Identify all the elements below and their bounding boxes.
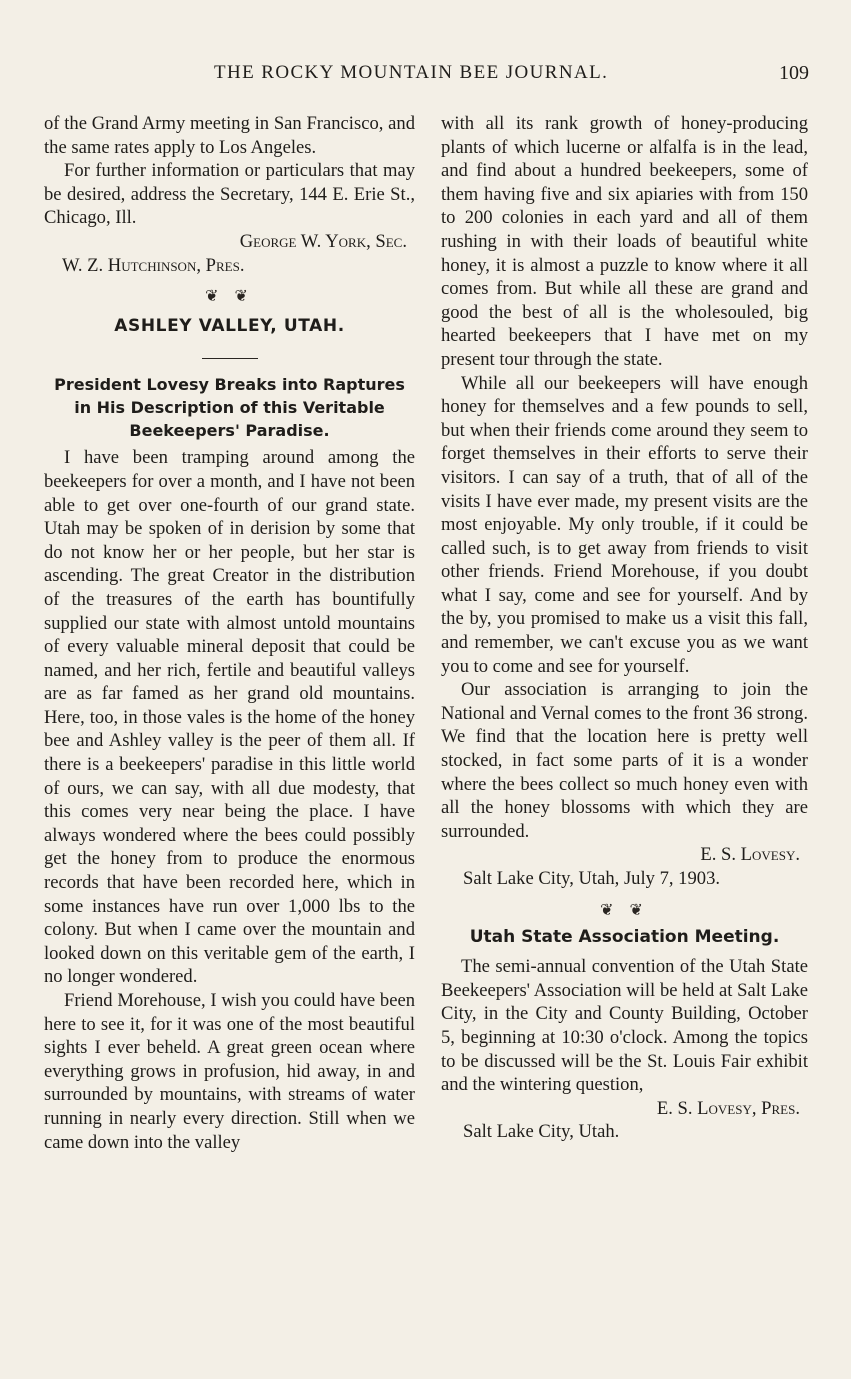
paragraph: While all our beekeepers will have enough honey for themselves and a few pounds to sell, but when their friends come around they seem to forget themselves in their efforts to serve their visitors. I can say of a truth, that of all of the visits I have ever made, my present visits are the most enjoyable. My only trouble, if it could be called such, is to get away from friends to visit other friends. Friend Morehouse, if you doubt what I say, come and see for yourself. And by the by, you promised to make us a visit this fall, and remember, we can't excuse you as we want you to come and see for yourself. [441,372,808,677]
page-header [0,62,851,90]
section-subheading: Utah State Association Meeting. [469,927,780,948]
paragraph: I have been tramping around among the beekeepers for over a month, and I have not been able to get over one-fourth of our grand state. Utah may be spoken of in derision by some that do not know her or her people, but her star is ascending. The great Creator in the distribution of the treasures of the earth has bountifully supplied our state with almost untold mountains of every valuable mineral deposit that could be named, and her rich, fertile and beautiful valleys are as far famed as her grand old mountains. Here, too, in those vales is the home of the honey bee and Ashley valley is the peer of them all. If there is a beekeepers' paradise in this little world of ours, we can say, with all due modesty, that this comes very near being the place. I have always wondered where the bees could possibly get the honey from to produce the enormous records that have been recorded here, which in some instances have run over 1,000 lbs to the colony. But when I came over the mountain and looked down on this veritable gem of the earth, I no longer wondered. [44,447,415,988]
paragraph: with all its rank growth of honey-producing plants of which lucerne or alfalfa is in the lead, and find about a hundred beekeepers, some of them having five and six apiaries with from 150 to 200 colonies in each yard and all of them rushing in with their loads of beautiful white honey, it is almost a puzzle to know where it all comes from. But while all these are grand and good the best of all is the wholesouled, big hearted beekeepers that I have met on my present tour through the state. [441,113,808,370]
journal-title: THE ROCKY MOUNTAIN BEE JOURNAL. [214,62,609,83]
dateline: Salt Lake City, Utah, July 7, 1903. [463,868,721,889]
signature-lovesy: E. S. Lovesy. [700,844,800,866]
paragraph: Friend Morehouse, I wish you could have been here to see it, for it was one of the most beautiful sights I ever beheld. A great green ocean where everything grows in profusion, hid away, in and surrounded by mountains, with streams of water running in nearly every direction. Still when we came down into the valley [44,990,415,1153]
signature-lovesy-pres: E. S. Lovesy, Pres. [656,1097,800,1119]
section-heading: ASHLEY VALLEY, UTAH. [114,315,345,336]
dateline: Salt Lake City, Utah. [463,1121,620,1143]
ornament-divider: ❦ ❦ [600,901,649,919]
paragraph: For further information or particulars that may be desired, address the Secretary, 144 E. Erie St., Chicago, Ill. [44,160,415,229]
signature-secretary: George W. York, Sec. [239,230,407,252]
article-subheading: President Lovesy Breaks into Raptures in His Description of this Veritable Beekeepers' Paradise. [54,375,405,441]
right-column [441,112,808,1144]
page-number: 109 [779,62,809,84]
heading-rule [202,358,258,359]
paragraph: Our association is arranging to join the National and Vernal comes to the front 36 strong. We find that the location here is pretty well stocked, in fact some parts of it is a wonder where the bees collect so much honey even with all the honey blossoms with which they are surrounded. [441,679,808,842]
ornament-divider: ❦ ❦ [205,288,254,306]
paragraph: of the Grand Army meeting in San Francisco, and the same rates apply to Los Angeles. [44,113,415,158]
left-column [44,112,415,1154]
paragraph: The semi-annual convention of the Utah State Beekeepers' Association will be held at Salt Lake City, in the City and County Building, October 5, beginning at 10:30 o'clock. Among the topics to be discussed will be the St. Louis Fair exhibit and the wintering question, [441,956,808,1096]
signature-president: W. Z. Hutchinson, Pres. [62,254,245,276]
